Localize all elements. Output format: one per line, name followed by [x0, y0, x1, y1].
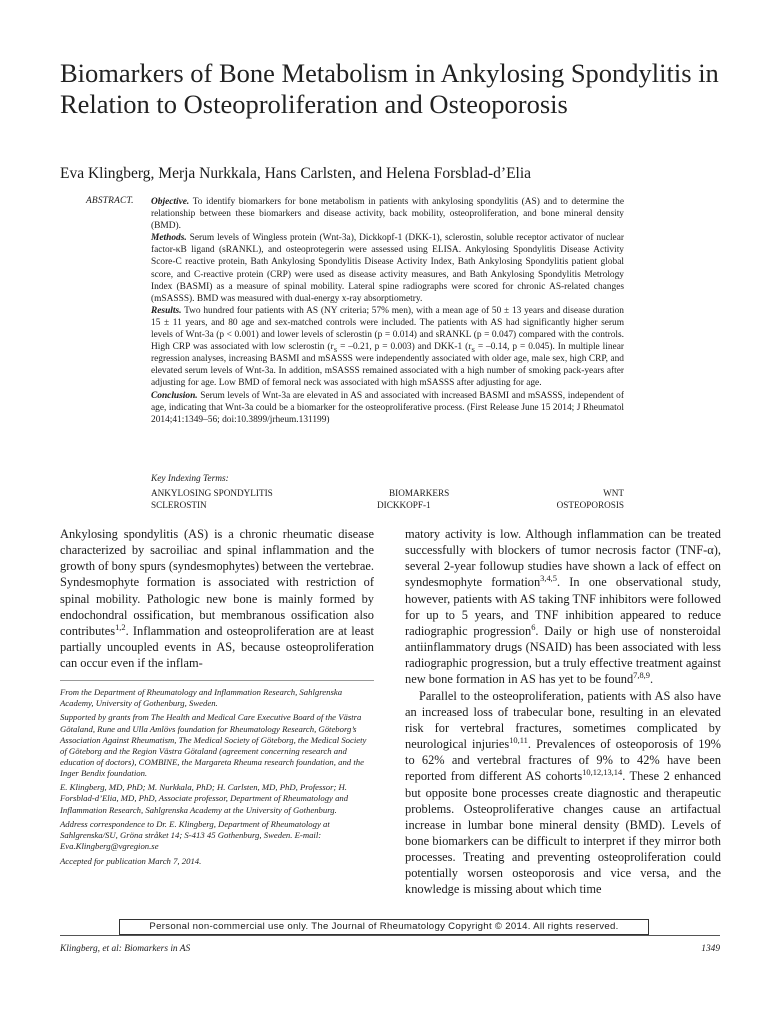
body-column-right	[405, 526, 721, 898]
abstract-conclusion	[151, 390, 624, 426]
conclusion-text: Serum levels of Wnt-3a are elevated in AS and associated with increased BASMI and mSASSS, independent of age, indicating that Wnt-3a could be a biomarker for the osteoproliferative process. (First Release June 15 2014; J Rheumatol 2014;41:1349–56; doi:10.3899/jrheum.131199)	[151, 390, 624, 425]
body-paragraph	[60, 526, 374, 671]
conclusion-heading: Conclusion.	[151, 390, 198, 401]
author-list: Eva Klingberg, Merja Nurkkala, Hans Carlsten, and Helena Forsblad-d’Elia	[60, 165, 532, 182]
body-text: Parallel to the osteoproliferation, patients with AS also have an increased loss of trabecular bone, resulting in an elevated risk for vertebral fractures, sometimes complicated by neurological injuries	[405, 688, 721, 752]
footnote-correspondence: Address correspondence to Dr. E. Klingberg, Department of Rheumatology at Sahlgrenska/SU, Gröna stråket 14; S-413 45 Gothenburg, Sweden. E-mail: Eva.Klingberg@vgregion.se	[60, 818, 330, 852]
body-text: . Daily or high use of nonsteroidal antiinflammatory drugs (NSAID) has been associated with less radiographic progression, but a truly effective treatment against new bone formation in AS has yet to be found	[405, 623, 721, 687]
citation-ref: 10,11	[509, 734, 528, 745]
keywords-label: Key Indexing Terms:	[151, 474, 229, 484]
results-heading: Results.	[151, 305, 182, 316]
footnote-authors: E. Klingberg, MD, PhD; M. Nurkkala, PhD; H. Carlsten, MD, PhD, Professor; H. Forsblad-d’Elia, MD, PhD, Associate professor, Department of Rheumatology and Inflammation Research, Sahlgrenska Academy at the University of Gothenburg.	[60, 782, 349, 815]
abstract-objective	[151, 196, 624, 232]
results-text-b: = –0.21, p = 0.003) and DKK-1 (r	[337, 342, 472, 353]
citation-ref: 3,4,5	[540, 573, 557, 584]
results-text-c: = –0.14, p = 0.045). In multiple linear regression analyses, increasing BASMI and mSASSS were independently associated with older age, male sex, high CRP, and elevated serum levels of Wnt-3a. In addition, mSASSS remained associated with a high number of smoking pack-years after adjusting for age. Low BMD of femoral neck was associated with high mSASSS after adjusting for age.	[151, 342, 624, 389]
footnote-divider	[60, 680, 374, 681]
footnote-affiliation: From the Department of Rheumatology and Inflammation Research, Sahlgrenska Academy, University of Gothenburg, Sweden.	[60, 687, 343, 709]
abstract-label: ABSTRACT.	[86, 196, 134, 206]
results-text-a: Two hundred four patients with AS (NY criteria; 57% men), with a mean age of 50 ± 13 years and disease duration 15 ± 11 years, and 80 age and sex-matched controls were included. The patients with AS had significantly higher serum levels of Wnt-3a (p < 0.001) and lower levels of sclerostin (p = 0.014) and sRANKL (p = 0.047) compared with the controls. High CRP was associated with low sclerostin (r	[151, 305, 624, 353]
footnote-funding: Supported by grants from The Health and Medical Care Executive Board of the Västra Götaland, Rune and Ulla Amlövs foundation for Rheumatology Research, Göteborg’s Association Against Rheumatism, The Medical Society of Göteborg, the Medical Society of Göteborg and the Region Västra Götaland (agreement concerning research and education of doctors), COMBINE, the Margareta Rheuma research foundation, and the Inger Bendix foundation.	[60, 712, 367, 778]
running-footer: Klingberg, et al: Biomarkers in AS	[60, 944, 191, 954]
keyword-item: ANKYLOSING SPONDYLITIS	[151, 488, 273, 498]
abstract-body	[151, 196, 624, 426]
keyword-item: WNT	[603, 488, 624, 498]
methods-text: Serum levels of Wingless protein (Wnt-3a), Dickkopf-1 (DKK-1), sclerostin, soluble receptor activator of nuclear factor-κB ligand (sRANKL), and osteoprotegerin were assessed using ELISA. Ankylosing Spondylitis Disease Activity Score-C reactive protein, Bath Ankylosing Spondylitis Disease Activity Index, Bath Ankylosing Spondylitis patient global score, and C-reactive protein (CRP) were used as disease activity measures, and Bath Ankylosing Spondylitis Metrology Index (BASMI) as a measure of spinal mobility. Lateral spine radiographs were scored for chronic AS-related changes (mSASSS). BMD was measured with dual-energy x-ray absorptiometry.	[151, 233, 624, 304]
results-subscript-1: S	[333, 347, 338, 354]
body-paragraph	[405, 688, 721, 898]
keyword-item: DICKKOPF-1	[377, 500, 431, 510]
body-text: Ankylosing spondylitis (AS) is a chronic rheumatic disease characterized by sacroiliac and spinal inflammation and the growth of bony spurs (syndesmophytes) between the vertebrae. Syndesmophyte formation is associated with restriction of spinal mobility. Pathologic new bone is mainly formed by endochondral ossification, but membranous ossification also contributes	[60, 527, 374, 638]
methods-heading: Methods.	[151, 233, 187, 244]
copyright-notice: Personal non-commercial use only. The Journal of Rheumatology Copyright © 2014. All rights reserved.	[119, 919, 649, 935]
citation-ref: 7,8,9	[633, 670, 650, 681]
page-number: 1349	[701, 944, 720, 954]
abstract-methods	[151, 232, 624, 305]
body-column-left	[60, 526, 374, 671]
citation-ref: 1,2	[115, 621, 126, 632]
body-text: matory activity is low. Although inflammation can be treated successfully with blockers of tumor necrosis factor (TNF-α), several 2-year followup studies have shown a lack of effect on syndesmophyte formation	[405, 527, 721, 590]
objective-text: To identify biomarkers for bone metabolism in patients with ankylosing spondylitis (AS) and to determine the relationship between these biomarkers and disease activity, back mobility, osteoproliferation, and bone mineral density (BMD).	[151, 197, 624, 232]
keyword-item: OSTEOPOROSIS	[556, 500, 624, 510]
body-text: . Inflammation and osteoproliferation are at least partially uncoupled events in AS, because osteoproliferation can occur even if the inflam-	[60, 623, 374, 671]
body-paragraph	[405, 526, 721, 688]
body-text: .	[650, 672, 654, 687]
body-text: . Prevalences of osteoporosis of 19% to 62% and vertebral fractures of 9% to 42% have been reported from different AS cohorts	[405, 737, 721, 784]
keyword-item: SCLEROSTIN	[151, 500, 207, 510]
body-text: . These 2 enhanced but opposite bone processes create diagnostic and therapeutic problems. Osteoproliferative changes cause an artifactual increase in lumbar bone mineral density (BMD). Levels of bone biomarkers can be difficult to interpret if they mirror both processes. Treating and preventing osteoproliferation could potentially worsen osteoporosis and vice versa, and the knowledge is missing about which time	[405, 769, 721, 897]
citation-ref: 6	[531, 621, 536, 632]
results-subscript-2: S	[471, 347, 475, 354]
body-text: . In one observational study, however, patients with AS taking TNF inhibitors were followed for up to 5 years, and TNF inhibition appeared to reduce radiographic progression	[405, 575, 721, 638]
footer-divider	[60, 935, 720, 936]
article-footnotes	[60, 687, 374, 870]
article-title: Biomarkers of Bone Metabolism in Ankylosing Spondylitis in Relation to Osteoproliferation and Osteoporosis	[60, 58, 719, 119]
keyword-item: BIOMARKERS	[389, 488, 450, 498]
abstract-results	[151, 305, 624, 390]
footnote-accepted: Accepted for publication March 7, 2014.	[60, 855, 202, 866]
citation-ref: 10,12,13,14	[582, 767, 623, 778]
objective-heading: Objective.	[151, 197, 190, 207]
